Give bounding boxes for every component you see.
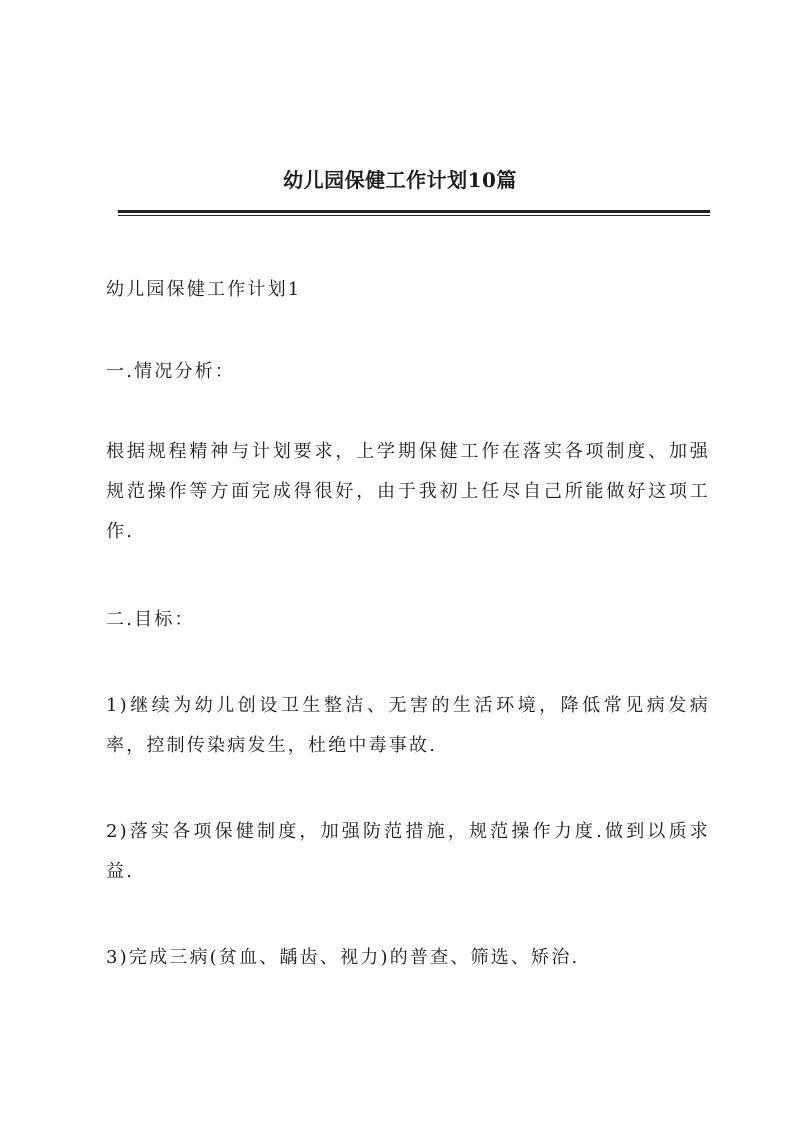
section-heading-goals: 二.目标： xyxy=(106,609,195,630)
title-underline-divider xyxy=(118,210,710,213)
goal-item-3: 3)完成三病(贫血、龋齿、视力)的普查、筛选、矫治. xyxy=(106,947,580,968)
section-heading-situation-analysis: 一.情况分析： xyxy=(106,361,236,382)
document-title: 幼儿园保健工作计划10篇 xyxy=(283,168,517,192)
paragraph-situation-body: 根据规程精神与计划要求，上学期保健工作在落实各项制度、加强规范操作等方面完成得很好，由于我初上任尽自己所能做好这项工作. xyxy=(106,441,710,542)
section-heading-plan-1: 幼儿园保健工作计划1 xyxy=(106,279,302,300)
goal-item-1: 1)继续为幼儿创设卫生整洁、无害的生活环境，降低常见病发病率，控制传染病发生，杜绝中毒事故. xyxy=(106,695,710,756)
goal-item-2: 2)落实各项保健制度，加强防范措施，规范操作力度.做到以质求益. xyxy=(106,821,710,882)
